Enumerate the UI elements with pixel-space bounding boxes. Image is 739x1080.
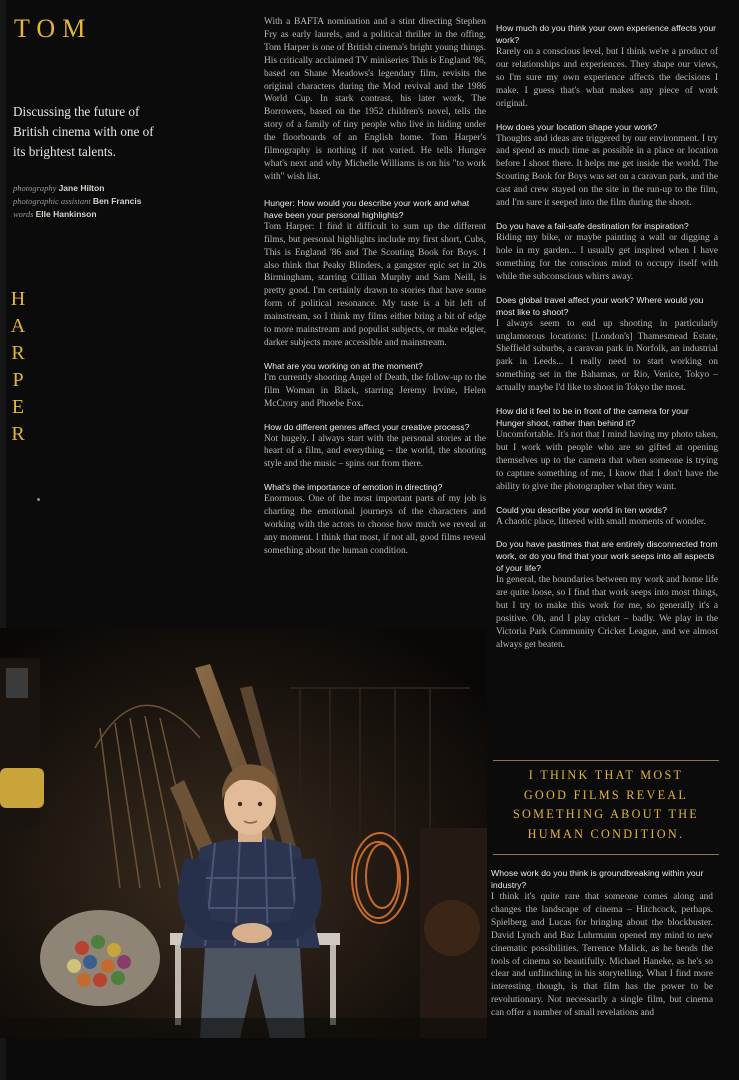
pull-quote-line: GOOD FILMS REVEAL — [523, 787, 689, 802]
portrait-photo — [0, 628, 487, 1038]
credit-words — [13, 208, 173, 221]
credits — [13, 182, 173, 221]
pull-quote — [493, 760, 719, 844]
answer: Uncomfortable. It's not that I mind having my photo taken, but I work with people who are so gifted at opening themselves up to the camera that when someone is trying to capture something of me, I know that I don't have the ability to give the photographer what they want. — [496, 430, 718, 492]
pull-quote-line: SOMETHING ABOUT THE — [512, 807, 700, 821]
answer: I'm currently shooting Angel of Death, the follow-up to the film Woman in Black, starring Jeremy Irvine, Helen McCrory and Phoebe Fox. — [264, 372, 486, 409]
credit-name: Ben Francis — [92, 196, 142, 206]
answer: Not hugely. I always start with the personal stories at the heart of a film, and everything – the world, the shooting style and the music – spins out from there. — [264, 433, 486, 470]
answer: A chaotic place, littered with small moments of wonder. — [496, 516, 706, 527]
question: Hunger: How would you describe your work and what have been your personal highlights? — [264, 197, 470, 220]
question: What's the importance of emotion in directing? — [264, 482, 443, 493]
decorative-dot — [37, 498, 40, 501]
pull-quote-rule — [493, 854, 719, 855]
headline-letter: R — [11, 342, 25, 364]
question: What are you working on at the moment? — [264, 360, 423, 371]
question: How do different genres affect your creative process? — [264, 421, 470, 432]
credit-role: words — [13, 209, 34, 219]
answer: Enormous. One of the most important parts of my job is charting the emotional journeys of the characters and working with the actors to choose how much we reveal at any moment. I think that most, if not all, good films reveal something about the human condition. — [264, 494, 486, 556]
credit-name: Jane Hilton — [58, 183, 105, 193]
question: How did it feel to be in front of the camera for your Hunger shoot, rather than behind it? — [496, 406, 689, 429]
answer: I think it's quite rare that someone comes along and changes the landscape of cinema – Hitchcock, perhaps. Spielberg and Lucas for bringing about the blockbuster. David Lynch and Baz Luhrmann opened my mind to new cinematic possibilities. Terrence Malick, as he bends the tools of cinema so beautifully. Michael Haneke, as he's so clear and unflinching in his storytelling. What I find more interesting though, is that film has the power to be revolutionary. Not necessarily a single film, but cinema can offer a number of small revelations and — [491, 892, 713, 1019]
headline-letter: P — [12, 369, 24, 391]
headline-first-name: TOM — [14, 14, 93, 43]
headline-last-name — [8, 286, 28, 448]
intro-paragraph: With a BAFTA nomination and a stint directing Stephen Fry as early laurels, and a political thriller in the offing, Tom Harper is one of British cinema's bright young things. His critically acclaimed TV miniseries This is England '86, based on Shane Meadows's legendary film, revisits the original characters during the Mod revival and the 1986 World Cup. In stark contrast, his later work, The Borrowers, based on the 1952 children's novel, tells the story of a family of tiny people who live in hiding under the floorboards of an English home. Tom Harper's filmography is nothing if not varied. He tells Hunger what's next and why Michelle Williams is on his "to work with" wish list. — [264, 17, 486, 182]
headline-letter: A — [10, 315, 26, 337]
article-column-1 — [264, 16, 486, 568]
credit-photography — [13, 182, 173, 195]
pull-quote-line: I THINK THAT MOST — [528, 768, 684, 782]
question: Could you describe your world in ten words? — [496, 504, 667, 515]
credit-role: photographic assistant — [13, 196, 91, 206]
answer: I always seem to end up shooting in particularly unglamorous locations: [London's] Thamesmead Estate, Sheffield suburbs, a caravan park in Norfolk, an industrial park in Leeds... I really need to start working on something set in the Bahamas, or Rio, Venice, Tokyo – actually maybe I'd like to shoot in Tokyo the most. — [496, 318, 718, 394]
pull-quote-line: HUMAN CONDITION. — [527, 826, 685, 841]
headline-letter: E — [11, 396, 25, 418]
credit-role: photography — [13, 183, 57, 193]
question: Whose work do you think is groundbreaking within your industry? — [491, 868, 704, 890]
article-column-3 — [491, 867, 713, 1030]
answer: Rarely on a conscious level, but I think we're a product of our relationships and experiences. They shape our views, so I'm sure my own experience affects the decisions I make. I guess that's what makes any piece of work original. — [496, 47, 718, 109]
question: Do you have pastimes that are entirely disconnected from work, or do you find that your work seeps into all aspects of your life? — [496, 539, 718, 574]
article-column-2 — [496, 22, 718, 662]
credit-assistant — [13, 195, 173, 208]
answer: In general, the boundaries between my work and home life are quite loose, so I find that work seeps into most things, but I try to make this work for me, so generally it's a positive. Oh, and I play cricket – badly. We play in the Victoria Park Community Cricket League, and we almost always get beaten. — [496, 575, 718, 650]
answer: Thoughts and ideas are triggered by our environment. I try and spend as much time as possible in a place or location before I shoot there. It helps me get inside the world. The Scouting Book for Boys was set on a caravan park, and the cast and crew stayed on the site in the run-up to the film, and I'm sure it seeped into the film during the shoot. — [496, 133, 718, 209]
question: How much do you think your own experience affects your work? — [496, 23, 717, 45]
question: Do you have a fail-safe destination for inspiration? — [496, 220, 689, 231]
standfirst: Discussing the future of British cinema with one of its brightest talents. — [13, 104, 154, 159]
portrait-photo-illustration — [0, 628, 487, 1038]
question: Does global travel affect your work? Where would you most like to shoot? — [496, 294, 704, 317]
headline-letter: H — [10, 288, 26, 310]
credit-name: Elle Hankinson — [35, 209, 97, 219]
answer: Riding my bike, or maybe painting a wall or digging a hole in my garden... I usually get inspired when I have something for the conscious mind to occupy itself with while the subconscious whirrs away. — [496, 232, 718, 282]
answer: Tom Harper: I find it difficult to sum up the different films, but personal highlights include my first short, Cubs, This is England '86 and The Scouting Book for Boys. I also think that Peaky Blinders, a gangster epic set in 20s Birmingham, starring Cillian Murphy and Sam Neill, is pretty good. I'm certainly drawn to stories that have some form of political resonance. My taste is a bit left of mainstream, so I think my films either bring a bit of edge to more mainstream and populist subjects, or make edgier, darker subjects more accessible and mainstream. — [264, 221, 486, 348]
question: How does your location shape your work? — [496, 121, 658, 132]
headline-letter: R — [11, 423, 25, 445]
